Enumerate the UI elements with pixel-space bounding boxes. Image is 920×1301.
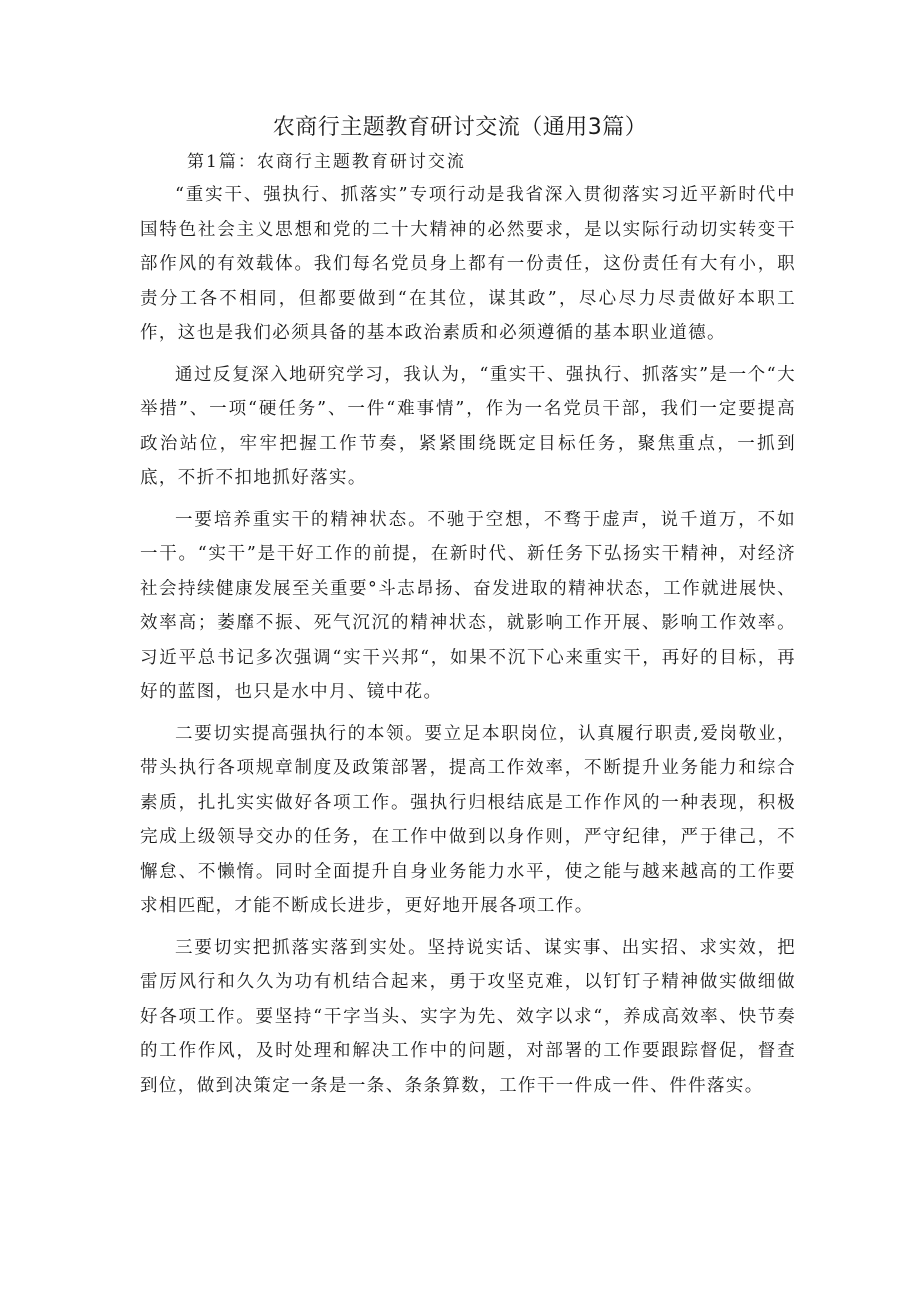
paragraph: 一要培养重实干的精神状态。不驰于空想，不骛于虚声，说千道万，不如一干。“实干”是干好工作的前提，在新时代、新任务下弘扬实干精神，对经济社会持续健康发展至关重要°斗志昂扬、奋发进取的精神状态，工作就进展快、效率高；萎靡不振、死气沉沉的精神状态，就影响工作开展、影响工作效率。习近平总书记多次强调“实干兴邦“，如果不沉下心来重实干，再好的目标，再好的蓝图，也只是水中月、镜中花。: [140, 509, 796, 702]
paragraph: 三要切实把抓落实落到实处。坚持说实话、谋实事、出实招、求实效，把雷厉风行和久久为功有机结合起来，勇于攻坚克难，以钉钉子精神做实做细做好各项工作。要坚持“干字当头、实字为先、效字以求“，养成高效率、快节奏的工作作风，及时处理和解决工作中的问题，对部署的工作要跟踪督促，督查到位，做到决策定一条是一条、条条算数，工作干一件成一件、件件落实。: [140, 937, 796, 1096]
paragraph: “重实干、强执行、抓落实”专项行动是我省深入贯彻落实习近平新时代中国特色社会主义思想和党的二十大精神的必然要求，是以实际行动切实转变干部作风的有效载体。我们每名党员身上都有一份责任，这份责任有大有小，职责分工各不相同，但都要做到“在其位，谋其政”，尽心尽力尽责做好本职工作，这也是我们必须具备的基本政治素质和必须遵循的基本职业道德。: [140, 185, 796, 343]
paragraph: 通过反复深入地研究学习，我认为，“重实干、强执行、抓落实”是一个“大举措”、一项“硬任务”、一件“难事情”，作为一名党员干部，我们一定要提高政治站位，牢牢把握工作节奏，紧紧围绕既定目标任务，聚焦重点，一抓到底，不折不扣地抓好落实。: [140, 364, 796, 488]
document-body: [140, 178, 796, 1110]
paragraph: 二要切实提高强执行的本领。要立足本职岗位，认真履行职责,爱岗敬业，带头执行各项规章制度及政策部署，提高工作效率，不断提升业务能力和综合素质，扎扎实实做好各项工作。强执行归根结底是工作作风的一种表现，积极完成上级领导交办的任务，在工作中做到以身作则，严守纪律，严于律己，不懈怠、不懒惰。同时全面提升自身业务能力水平，使之能与越来越高的工作要求相匹配，才能不断成长进步，更好地开展各项工作。: [140, 723, 796, 916]
document-title: 农商行主题教育研讨交流（通用3篇）: [272, 115, 648, 140]
section-heading: 第1篇：农商行主题教育研讨交流: [187, 152, 466, 172]
